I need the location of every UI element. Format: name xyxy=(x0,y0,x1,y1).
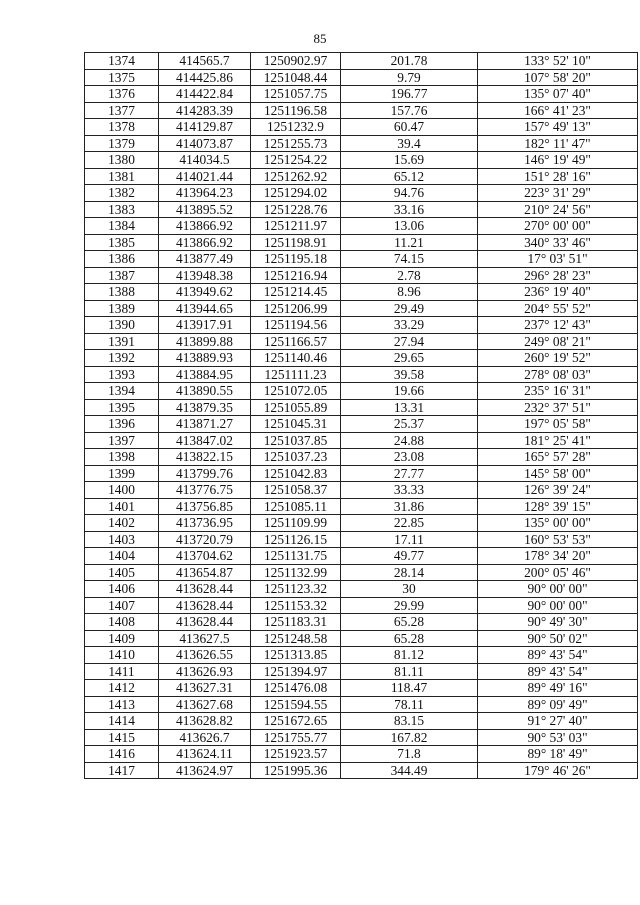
y-coordinate-cell: 1251055.89 xyxy=(251,399,341,416)
point-number-cell: 1383 xyxy=(85,201,159,218)
bearing-cell: 197° 05' 58" xyxy=(478,416,638,433)
bearing-cell: 89° 09' 49" xyxy=(478,696,638,713)
bearing-cell: 90° 00' 00" xyxy=(478,581,638,598)
distance-cell: 344.49 xyxy=(341,762,478,779)
y-coordinate-cell: 1251194.56 xyxy=(251,317,341,334)
distance-cell: 39.58 xyxy=(341,366,478,383)
y-coordinate-cell: 1251140.46 xyxy=(251,350,341,367)
bearing-cell: 179° 46' 26" xyxy=(478,762,638,779)
point-number-cell: 1391 xyxy=(85,333,159,350)
bearing-cell: 210° 24' 56" xyxy=(478,201,638,218)
x-coordinate-cell: 413917.91 xyxy=(159,317,251,334)
point-number-cell: 1407 xyxy=(85,597,159,614)
y-coordinate-cell: 1251109.99 xyxy=(251,515,341,532)
coordinates-table xyxy=(84,52,638,779)
point-number-cell: 1412 xyxy=(85,680,159,697)
bearing-cell: 270° 00' 00" xyxy=(478,218,638,235)
bearing-cell: 166° 41' 23" xyxy=(478,102,638,119)
table-row xyxy=(85,498,638,515)
table-row xyxy=(85,597,638,614)
bearing-cell: 237° 12' 43" xyxy=(478,317,638,334)
x-coordinate-cell: 413627.5 xyxy=(159,630,251,647)
bearing-cell: 157° 49' 13" xyxy=(478,119,638,136)
distance-cell: 28.14 xyxy=(341,564,478,581)
table-row xyxy=(85,218,638,235)
table-row xyxy=(85,614,638,631)
bearing-cell: 160° 53' 53" xyxy=(478,531,638,548)
table-row xyxy=(85,152,638,169)
bearing-cell: 232° 37' 51" xyxy=(478,399,638,416)
table-row xyxy=(85,548,638,565)
distance-cell: 23.08 xyxy=(341,449,478,466)
table-row xyxy=(85,350,638,367)
distance-cell: 74.15 xyxy=(341,251,478,268)
table-row xyxy=(85,482,638,499)
distance-cell: 65.12 xyxy=(341,168,478,185)
table-row xyxy=(85,531,638,548)
distance-cell: 2.78 xyxy=(341,267,478,284)
bearing-cell: 91° 27' 40" xyxy=(478,713,638,730)
point-number-cell: 1410 xyxy=(85,647,159,664)
bearing-cell: 133° 52' 10" xyxy=(478,53,638,70)
y-coordinate-cell: 1250902.97 xyxy=(251,53,341,70)
bearing-cell: 165° 57' 28" xyxy=(478,449,638,466)
bearing-cell: 249° 08' 21" xyxy=(478,333,638,350)
x-coordinate-cell: 413704.62 xyxy=(159,548,251,565)
point-number-cell: 1413 xyxy=(85,696,159,713)
table-row xyxy=(85,267,638,284)
bearing-cell: 223° 31' 29" xyxy=(478,185,638,202)
y-coordinate-cell: 1251232.9 xyxy=(251,119,341,136)
y-coordinate-cell: 1251198.91 xyxy=(251,234,341,251)
x-coordinate-cell: 413626.7 xyxy=(159,729,251,746)
y-coordinate-cell: 1251594.55 xyxy=(251,696,341,713)
table-row xyxy=(85,746,638,763)
bearing-cell: 128° 39' 15" xyxy=(478,498,638,515)
table-row xyxy=(85,317,638,334)
distance-cell: 15.69 xyxy=(341,152,478,169)
distance-cell: 60.47 xyxy=(341,119,478,136)
x-coordinate-cell: 414129.87 xyxy=(159,119,251,136)
bearing-cell: 90° 50' 02" xyxy=(478,630,638,647)
y-coordinate-cell: 1251123.32 xyxy=(251,581,341,598)
y-coordinate-cell: 1251294.02 xyxy=(251,185,341,202)
table-row xyxy=(85,300,638,317)
bearing-cell: 182° 11' 47" xyxy=(478,135,638,152)
x-coordinate-cell: 413628.44 xyxy=(159,581,251,598)
table-row xyxy=(85,333,638,350)
distance-cell: 167.82 xyxy=(341,729,478,746)
x-coordinate-cell: 413899.88 xyxy=(159,333,251,350)
table-row xyxy=(85,234,638,251)
distance-cell: 65.28 xyxy=(341,614,478,631)
x-coordinate-cell: 414565.7 xyxy=(159,53,251,70)
y-coordinate-cell: 1251048.44 xyxy=(251,69,341,86)
distance-cell: 17.11 xyxy=(341,531,478,548)
point-number-cell: 1386 xyxy=(85,251,159,268)
distance-cell: 13.06 xyxy=(341,218,478,235)
distance-cell: 22.85 xyxy=(341,515,478,532)
distance-cell: 8.96 xyxy=(341,284,478,301)
table-row xyxy=(85,86,638,103)
x-coordinate-cell: 414283.39 xyxy=(159,102,251,119)
point-number-cell: 1416 xyxy=(85,746,159,763)
table-row xyxy=(85,663,638,680)
y-coordinate-cell: 1251183.31 xyxy=(251,614,341,631)
y-coordinate-cell: 1251755.77 xyxy=(251,729,341,746)
x-coordinate-cell: 413628.44 xyxy=(159,597,251,614)
x-coordinate-cell: 413889.93 xyxy=(159,350,251,367)
point-number-cell: 1398 xyxy=(85,449,159,466)
bearing-cell: 296° 28' 23" xyxy=(478,267,638,284)
distance-cell: 11.21 xyxy=(341,234,478,251)
distance-cell: 81.11 xyxy=(341,663,478,680)
x-coordinate-cell: 413776.75 xyxy=(159,482,251,499)
distance-cell: 25.37 xyxy=(341,416,478,433)
distance-cell: 49.77 xyxy=(341,548,478,565)
table-row xyxy=(85,515,638,532)
x-coordinate-cell: 414021.44 xyxy=(159,168,251,185)
distance-cell: 201.78 xyxy=(341,53,478,70)
point-number-cell: 1381 xyxy=(85,168,159,185)
point-number-cell: 1396 xyxy=(85,416,159,433)
bearing-cell: 200° 05' 46" xyxy=(478,564,638,581)
table-row xyxy=(85,251,638,268)
point-number-cell: 1394 xyxy=(85,383,159,400)
bearing-cell: 135° 07' 40" xyxy=(478,86,638,103)
x-coordinate-cell: 413627.31 xyxy=(159,680,251,697)
table-row xyxy=(85,449,638,466)
y-coordinate-cell: 1251228.76 xyxy=(251,201,341,218)
y-coordinate-cell: 1251216.94 xyxy=(251,267,341,284)
point-number-cell: 1377 xyxy=(85,102,159,119)
table-row xyxy=(85,696,638,713)
y-coordinate-cell: 1251214.45 xyxy=(251,284,341,301)
bearing-cell: 135° 00' 00" xyxy=(478,515,638,532)
x-coordinate-cell: 413654.87 xyxy=(159,564,251,581)
point-number-cell: 1415 xyxy=(85,729,159,746)
y-coordinate-cell: 1251255.73 xyxy=(251,135,341,152)
distance-cell: 29.65 xyxy=(341,350,478,367)
bearing-cell: 340° 33' 46" xyxy=(478,234,638,251)
y-coordinate-cell: 1251254.22 xyxy=(251,152,341,169)
table-row xyxy=(85,581,638,598)
bearing-cell: 236° 19' 40" xyxy=(478,284,638,301)
y-coordinate-cell: 1251394.97 xyxy=(251,663,341,680)
bearing-cell: 126° 39' 24" xyxy=(478,482,638,499)
y-coordinate-cell: 1251476.08 xyxy=(251,680,341,697)
distance-cell: 81.12 xyxy=(341,647,478,664)
distance-cell: 31.86 xyxy=(341,498,478,515)
bearing-cell: 204° 55' 52" xyxy=(478,300,638,317)
y-coordinate-cell: 1251037.85 xyxy=(251,432,341,449)
table-row xyxy=(85,383,638,400)
point-number-cell: 1379 xyxy=(85,135,159,152)
y-coordinate-cell: 1251211.97 xyxy=(251,218,341,235)
bearing-cell: 89° 43' 54" xyxy=(478,647,638,664)
bearing-cell: 89° 43' 54" xyxy=(478,663,638,680)
x-coordinate-cell: 413756.85 xyxy=(159,498,251,515)
y-coordinate-cell: 1251045.31 xyxy=(251,416,341,433)
point-number-cell: 1417 xyxy=(85,762,159,779)
y-coordinate-cell: 1251126.15 xyxy=(251,531,341,548)
point-number-cell: 1400 xyxy=(85,482,159,499)
point-number-cell: 1409 xyxy=(85,630,159,647)
distance-cell: 27.77 xyxy=(341,465,478,482)
distance-cell: 71.8 xyxy=(341,746,478,763)
table-row xyxy=(85,168,638,185)
table-row xyxy=(85,465,638,482)
table-row xyxy=(85,135,638,152)
x-coordinate-cell: 413964.23 xyxy=(159,185,251,202)
y-coordinate-cell: 1251111.23 xyxy=(251,366,341,383)
distance-cell: 9.79 xyxy=(341,69,478,86)
x-coordinate-cell: 413628.82 xyxy=(159,713,251,730)
point-number-cell: 1399 xyxy=(85,465,159,482)
distance-cell: 78.11 xyxy=(341,696,478,713)
x-coordinate-cell: 413624.11 xyxy=(159,746,251,763)
distance-cell: 33.16 xyxy=(341,201,478,218)
point-number-cell: 1397 xyxy=(85,432,159,449)
point-number-cell: 1389 xyxy=(85,300,159,317)
x-coordinate-cell: 413895.52 xyxy=(159,201,251,218)
point-number-cell: 1403 xyxy=(85,531,159,548)
table-row xyxy=(85,729,638,746)
y-coordinate-cell: 1251206.99 xyxy=(251,300,341,317)
point-number-cell: 1406 xyxy=(85,581,159,598)
table-row xyxy=(85,119,638,136)
x-coordinate-cell: 413871.27 xyxy=(159,416,251,433)
y-coordinate-cell: 1251672.65 xyxy=(251,713,341,730)
distance-cell: 33.33 xyxy=(341,482,478,499)
bearing-cell: 278° 08' 03" xyxy=(478,366,638,383)
bearing-cell: 146° 19' 49" xyxy=(478,152,638,169)
x-coordinate-cell: 413949.62 xyxy=(159,284,251,301)
point-number-cell: 1385 xyxy=(85,234,159,251)
point-number-cell: 1404 xyxy=(85,548,159,565)
x-coordinate-cell: 413944.65 xyxy=(159,300,251,317)
point-number-cell: 1376 xyxy=(85,86,159,103)
x-coordinate-cell: 413866.92 xyxy=(159,234,251,251)
distance-cell: 118.47 xyxy=(341,680,478,697)
bearing-cell: 17° 03' 51" xyxy=(478,251,638,268)
table-row xyxy=(85,69,638,86)
table-row xyxy=(85,102,638,119)
x-coordinate-cell: 413628.44 xyxy=(159,614,251,631)
y-coordinate-cell: 1251131.75 xyxy=(251,548,341,565)
x-coordinate-cell: 413736.95 xyxy=(159,515,251,532)
distance-cell: 29.49 xyxy=(341,300,478,317)
table-row xyxy=(85,399,638,416)
table-row xyxy=(85,680,638,697)
x-coordinate-cell: 414034.5 xyxy=(159,152,251,169)
bearing-cell: 235° 16' 31" xyxy=(478,383,638,400)
y-coordinate-cell: 1251248.58 xyxy=(251,630,341,647)
distance-cell: 29.99 xyxy=(341,597,478,614)
x-coordinate-cell: 413822.15 xyxy=(159,449,251,466)
bearing-cell: 90° 00' 00" xyxy=(478,597,638,614)
x-coordinate-cell: 414073.87 xyxy=(159,135,251,152)
point-number-cell: 1380 xyxy=(85,152,159,169)
bearing-cell: 145° 58' 00" xyxy=(478,465,638,482)
point-number-cell: 1390 xyxy=(85,317,159,334)
y-coordinate-cell: 1251195.18 xyxy=(251,251,341,268)
bearing-cell: 151° 28' 16" xyxy=(478,168,638,185)
distance-cell: 196.77 xyxy=(341,86,478,103)
x-coordinate-cell: 414425.86 xyxy=(159,69,251,86)
x-coordinate-cell: 413877.49 xyxy=(159,251,251,268)
page-number: 85 xyxy=(313,31,327,46)
x-coordinate-cell: 413624.97 xyxy=(159,762,251,779)
x-coordinate-cell: 413627.68 xyxy=(159,696,251,713)
y-coordinate-cell: 1251042.83 xyxy=(251,465,341,482)
distance-cell: 24.88 xyxy=(341,432,478,449)
distance-cell: 30 xyxy=(341,581,478,598)
y-coordinate-cell: 1251072.05 xyxy=(251,383,341,400)
table-row xyxy=(85,53,638,70)
distance-cell: 83.15 xyxy=(341,713,478,730)
table-body xyxy=(85,53,638,779)
table-row xyxy=(85,564,638,581)
table-row xyxy=(85,201,638,218)
x-coordinate-cell: 413847.02 xyxy=(159,432,251,449)
point-number-cell: 1393 xyxy=(85,366,159,383)
table-row xyxy=(85,630,638,647)
point-number-cell: 1382 xyxy=(85,185,159,202)
y-coordinate-cell: 1251132.99 xyxy=(251,564,341,581)
y-coordinate-cell: 1251923.57 xyxy=(251,746,341,763)
point-number-cell: 1384 xyxy=(85,218,159,235)
x-coordinate-cell: 413866.92 xyxy=(159,218,251,235)
table-row xyxy=(85,284,638,301)
bearing-cell: 89° 49' 16" xyxy=(478,680,638,697)
distance-cell: 13.31 xyxy=(341,399,478,416)
bearing-cell: 181° 25' 41" xyxy=(478,432,638,449)
table-row xyxy=(85,432,638,449)
y-coordinate-cell: 1251058.37 xyxy=(251,482,341,499)
x-coordinate-cell: 413626.93 xyxy=(159,663,251,680)
y-coordinate-cell: 1251995.36 xyxy=(251,762,341,779)
point-number-cell: 1375 xyxy=(85,69,159,86)
table-row xyxy=(85,713,638,730)
y-coordinate-cell: 1251057.75 xyxy=(251,86,341,103)
point-number-cell: 1395 xyxy=(85,399,159,416)
x-coordinate-cell: 413626.55 xyxy=(159,647,251,664)
distance-cell: 19.66 xyxy=(341,383,478,400)
y-coordinate-cell: 1251262.92 xyxy=(251,168,341,185)
point-number-cell: 1387 xyxy=(85,267,159,284)
x-coordinate-cell: 413879.35 xyxy=(159,399,251,416)
table-row xyxy=(85,185,638,202)
table-row xyxy=(85,762,638,779)
point-number-cell: 1378 xyxy=(85,119,159,136)
y-coordinate-cell: 1251196.58 xyxy=(251,102,341,119)
point-number-cell: 1408 xyxy=(85,614,159,631)
x-coordinate-cell: 413720.79 xyxy=(159,531,251,548)
point-number-cell: 1414 xyxy=(85,713,159,730)
y-coordinate-cell: 1251166.57 xyxy=(251,333,341,350)
bearing-cell: 178° 34' 20" xyxy=(478,548,638,565)
point-number-cell: 1401 xyxy=(85,498,159,515)
point-number-cell: 1411 xyxy=(85,663,159,680)
distance-cell: 65.28 xyxy=(341,630,478,647)
table-row xyxy=(85,416,638,433)
table-row xyxy=(85,647,638,664)
table-row xyxy=(85,366,638,383)
bearing-cell: 89° 18' 49" xyxy=(478,746,638,763)
x-coordinate-cell: 413948.38 xyxy=(159,267,251,284)
bearing-cell: 107° 58' 20" xyxy=(478,69,638,86)
bearing-cell: 90° 53' 03" xyxy=(478,729,638,746)
distance-cell: 94.76 xyxy=(341,185,478,202)
y-coordinate-cell: 1251313.85 xyxy=(251,647,341,664)
y-coordinate-cell: 1251153.32 xyxy=(251,597,341,614)
y-coordinate-cell: 1251085.11 xyxy=(251,498,341,515)
point-number-cell: 1388 xyxy=(85,284,159,301)
distance-cell: 27.94 xyxy=(341,333,478,350)
distance-cell: 39.4 xyxy=(341,135,478,152)
x-coordinate-cell: 413884.95 xyxy=(159,366,251,383)
x-coordinate-cell: 413890.55 xyxy=(159,383,251,400)
distance-cell: 33.29 xyxy=(341,317,478,334)
bearing-cell: 90° 49' 30" xyxy=(478,614,638,631)
point-number-cell: 1402 xyxy=(85,515,159,532)
x-coordinate-cell: 414422.84 xyxy=(159,86,251,103)
bearing-cell: 260° 19' 52" xyxy=(478,350,638,367)
point-number-cell: 1392 xyxy=(85,350,159,367)
distance-cell: 157.76 xyxy=(341,102,478,119)
x-coordinate-cell: 413799.76 xyxy=(159,465,251,482)
y-coordinate-cell: 1251037.23 xyxy=(251,449,341,466)
point-number-cell: 1405 xyxy=(85,564,159,581)
point-number-cell: 1374 xyxy=(85,53,159,70)
